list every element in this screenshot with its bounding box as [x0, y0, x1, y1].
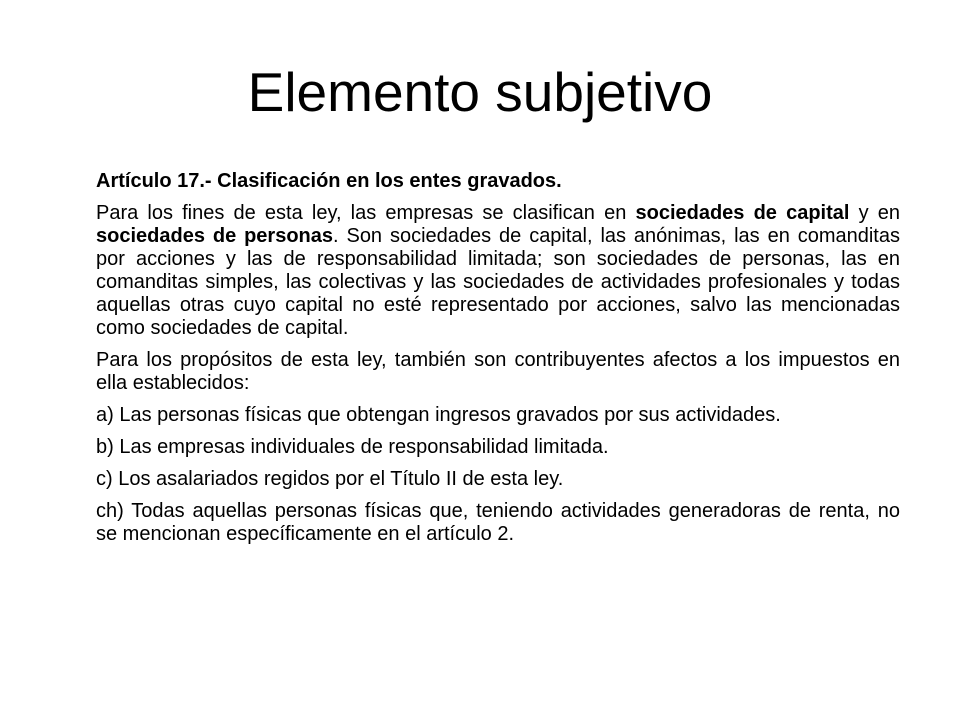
bold-term-personas: sociedades de personas: [96, 225, 334, 247]
list-item-a: a) Las personas físicas que obtengan ingresos gravados por sus actividades.: [96, 404, 781, 426]
list-item-c: c) Los asalariados regidos por el Título II de esta ley.: [96, 468, 564, 490]
bold-term-capital: sociedades de capital: [635, 202, 850, 224]
slide-body: [96, 170, 900, 555]
list-item-ch: ch) Todas aquellas personas físicas que, teniendo actividades generadoras de renta, no se mencionan específicamente en el artículo 2.: [96, 500, 900, 545]
paragraph-text: . Son sociedades de capital, las anónimas, las en comanditas por acciones y las de responsabilidad limitada; son sociedades de personas, las en comanditas simples, las colectivas y las sociedades de actividades profesionales y todas aquellas otras cuyo capital no esté representado por acciones, salvo las mencionadas como sociedades de capital.: [96, 225, 900, 339]
paragraph-classification: [96, 202, 900, 340]
article-heading: Artículo 17.- Clasificación en los entes gravados.: [96, 170, 562, 192]
paragraph-text: y en: [849, 202, 901, 224]
list-item-b: b) Las empresas individuales de responsabilidad limitada.: [96, 436, 609, 458]
paragraph-contributors: Para los propósitos de esta ley, también son contribuyentes afectos a los impuestos en ella establecidos:: [96, 349, 900, 394]
paragraph-text: Para los fines de esta ley, las empresas se clasifican en: [96, 202, 636, 224]
slide-title: Elemento subjetivo: [247, 61, 713, 123]
